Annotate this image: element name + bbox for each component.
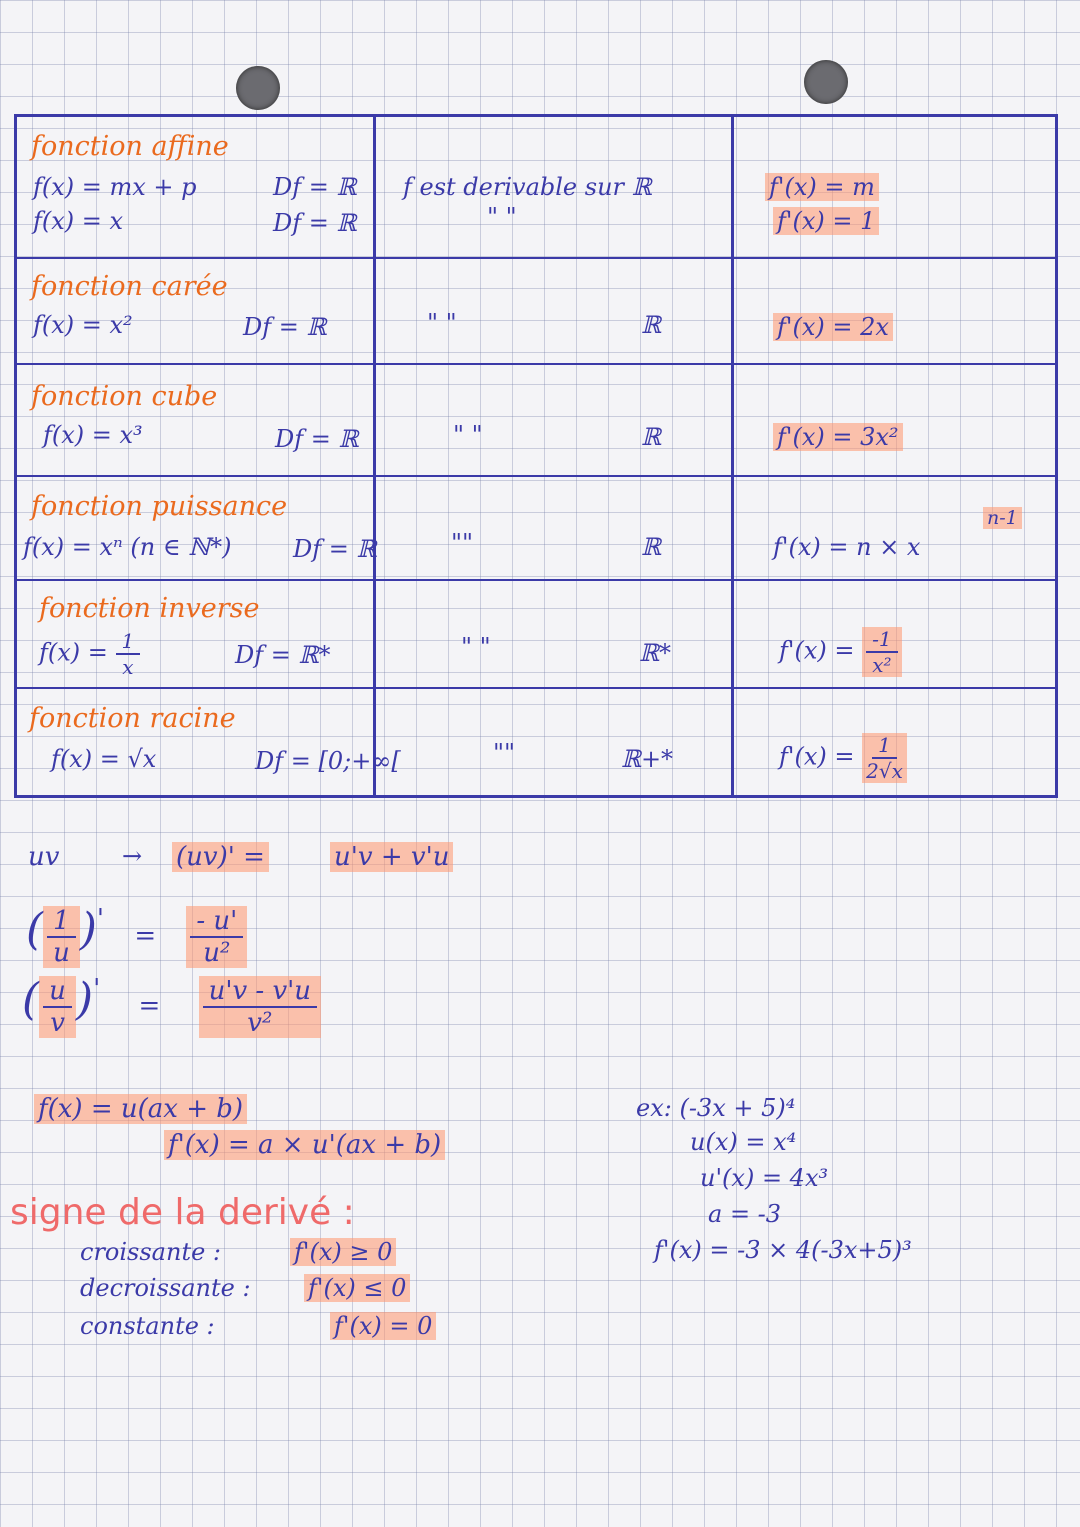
domain: Df = ℝ	[293, 535, 377, 563]
binder-hole	[236, 66, 280, 110]
derivable-set: ℝ+*	[621, 745, 674, 773]
list-item-condition: f'(x) = 0	[330, 1312, 436, 1340]
domain: Df = ℝ	[273, 209, 357, 237]
section-heading: signe de la derivé :	[10, 1192, 355, 1233]
derivable-set: ℝ*	[639, 639, 671, 667]
table-row	[17, 365, 1055, 477]
ditto-mark: " "	[487, 203, 517, 231]
domain: Df = ℝ	[275, 425, 359, 453]
example-line: f'(x) = -3 × 4(-3x+5)³	[654, 1236, 912, 1264]
row-title: fonction carée	[31, 271, 228, 302]
row-title: fonction affine	[31, 131, 229, 162]
list-item-condition: f'(x) ≤ 0	[304, 1274, 410, 1302]
ditto-mark: " "	[453, 421, 483, 449]
table-row	[17, 117, 1055, 259]
composite-derivative: f'(x) = a × u'(ax + b)	[164, 1130, 445, 1160]
derivative-exponent: n-1	[983, 507, 1022, 529]
function-expr: f(x) = x²	[33, 311, 133, 339]
arrow: →	[122, 842, 143, 870]
table-row	[17, 581, 1055, 689]
example-line: u(x) = x⁴	[690, 1128, 797, 1156]
row-title: fonction puissance	[31, 491, 288, 522]
example-line: a = -3	[708, 1200, 782, 1228]
fraction: $\frac{- u'}{\text{u²}}$	[186, 906, 247, 968]
example-line: ex: (-3x + 5)⁴	[636, 1094, 796, 1122]
function-expr: f(x) = xⁿ (n ∈ ℕ*)	[23, 533, 232, 561]
ditto-mark: " "	[461, 633, 491, 661]
ditto-mark: ""	[451, 529, 474, 557]
fraction: $\frac{-1}{\text{x²}}$	[862, 627, 901, 677]
inverse-rule: ( $\frac{1}{u}$ )' = $\frac{- u'}{\text{u²}}$	[26, 904, 247, 968]
list-item-label: croissante :	[80, 1238, 221, 1266]
fraction: $\frac{1}{x}$	[116, 629, 141, 679]
table-row	[17, 477, 1055, 581]
derivable-set: ℝ	[641, 423, 661, 451]
domain: Df = ℝ	[273, 173, 357, 201]
derivative: f'(x) = 2x	[773, 313, 893, 341]
quotient-rule: ( $\frac{u}{v}$ )' = $\frac{u'v - v'u}{\text{v²}}$	[22, 974, 321, 1038]
table-row	[17, 259, 1055, 365]
derivable-statement: f est derivable sur ℝ	[403, 173, 652, 201]
binder-hole	[804, 60, 848, 104]
fraction: $\frac{1}{2√x}$	[862, 733, 907, 783]
row-title: fonction inverse	[39, 593, 260, 624]
domain: Df = ℝ	[243, 313, 327, 341]
product-label: uv	[28, 842, 60, 872]
composite-function: f(x) = u(ax + b)	[34, 1094, 247, 1124]
example-line: u'(x) = 4x³	[700, 1164, 829, 1192]
derivable-set: ℝ	[641, 533, 661, 561]
table-row	[17, 689, 1055, 795]
derivable-set: ℝ	[641, 311, 661, 339]
list-item-label: constante :	[80, 1312, 215, 1340]
domain: Df = ℝ*	[235, 641, 331, 669]
row-title: fonction cube	[31, 381, 218, 412]
function-expr: f(x) = x	[33, 207, 124, 235]
derivative: f'(x) = 3x²	[773, 423, 903, 451]
function-expr: f(x) = x³	[43, 421, 143, 449]
derivative: f'(x) = m	[765, 173, 879, 201]
derivative: f'(x) = $\frac{1}{2√x}$	[779, 733, 907, 783]
derivatives-table	[14, 114, 1058, 798]
product-rule-rhs: u'v + v'u	[330, 842, 453, 872]
function-expr: f(x) = $\frac{1}{x}$	[39, 629, 140, 679]
derivative: f'(x) = n × x	[773, 533, 921, 561]
derivative: f'(x) = 1	[773, 207, 879, 235]
ditto-mark: " "	[427, 309, 457, 337]
derivative: f'(x) = $\frac{-1}{\text{x²}}$	[779, 627, 902, 677]
fraction: $\frac{1}{u}$	[43, 906, 80, 968]
function-expr: f(x) = √x	[51, 745, 157, 773]
list-item-condition: f'(x) ≥ 0	[290, 1238, 396, 1266]
function-expr: f(x) = mx + p	[33, 173, 197, 201]
fraction: $\frac{u'v - v'u}{\text{v²}}$	[199, 976, 321, 1038]
row-title: fonction racine	[29, 703, 236, 734]
product-rule-lhs: (uv)' =	[172, 842, 269, 872]
ditto-mark: ""	[493, 739, 516, 767]
domain: Df = [0;+∞[	[255, 747, 401, 775]
fraction: $\frac{u}{v}$	[39, 976, 76, 1038]
list-item-label: decroissante :	[80, 1274, 251, 1302]
